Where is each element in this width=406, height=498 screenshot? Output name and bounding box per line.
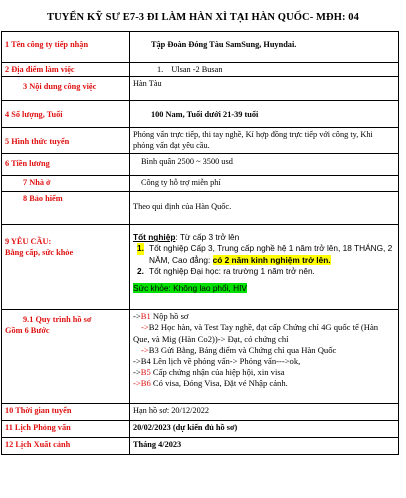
table-row — [2, 310, 399, 404]
health-requirement: Sức khỏe: Không lao phổi, HIV — [133, 283, 247, 294]
row-label: 10 Thời gian tuyển — [2, 404, 130, 421]
table-row — [2, 77, 399, 101]
list-number: 1. — [157, 65, 164, 74]
table-row — [2, 421, 399, 438]
table-row — [2, 404, 399, 421]
table-row — [2, 154, 399, 176]
list-item: 2. Tốt nghiệp Đại học: ra trường 1 năm trở nên. — [137, 265, 315, 276]
requirements-list — [133, 243, 395, 277]
requirements-heading: Tốt nghiệp: Từ cấp 3 trở lên — [133, 232, 240, 243]
row-value: 20/02/2023 (dự kiến đủ hồ sơ) — [130, 421, 399, 438]
row-value: Công ty hỗ trợ miễn phí — [130, 176, 399, 192]
row-value — [130, 225, 399, 310]
table-row — [2, 192, 399, 225]
row-value: Theo qui định của Hàn Quốc. — [130, 192, 399, 225]
table-row — [2, 63, 399, 77]
table-row — [2, 176, 399, 192]
row-value: Phỏng vấn trực tiếp, thi tay nghề, Kí hợp đồng trực tiếp với công ty, Khi phỏng vấn đạt yêu cầu. — [130, 128, 399, 154]
row-label: 3 Nội dung công việc — [2, 77, 130, 101]
row-value: 1. Ulsan -2 Busan — [130, 63, 399, 77]
row-value: Tập Đoàn Đóng Tàu SamSung, Huyndai. — [130, 32, 399, 63]
table-row — [2, 225, 399, 310]
process-step: ->B6 Có visa, Đóng Visa, Đặt vé Nhập cảnh. — [133, 378, 288, 389]
table-row — [2, 101, 399, 128]
row-value: Bình quân 2500 ~ 3500 usd — [130, 154, 399, 176]
row-value — [130, 310, 399, 404]
row-label: 2 Địa điểm làm việc — [2, 63, 130, 77]
row-label: 1 Tên công ty tiếp nhận — [2, 32, 130, 63]
process-step: ->B2 Học hàn, và Test Tay nghề, đạt cấp Chứng chỉ 4G quốc tế (Hàn Que, và Mig (Hàn Co2))-> Đạt, có chứng chỉ — [133, 322, 379, 344]
process-step: ->B5 Cấp chứng nhận của hiệp hội, xin visa — [133, 367, 285, 378]
row-value: Hạn hồ sơ: 20/12/2022 — [130, 404, 399, 421]
row-label: 5 Hình thức tuyển — [2, 128, 130, 154]
row-label: 9 YÊU CẦU: Bằng cấp, sức khỏe — [2, 225, 130, 310]
row-label: 4 Số lượng, Tuổi — [2, 101, 130, 128]
row-value: Tháng 4/2023 — [130, 438, 399, 455]
row-label: 6 Tiền lương — [2, 154, 130, 176]
table-row — [2, 438, 399, 455]
table-row — [2, 32, 399, 63]
row-value: 100 Nam, Tuổi dưới 21-39 tuổi — [130, 101, 399, 128]
row-label: 7 Nhà ở — [2, 176, 130, 192]
row-label: 12 Lịch Xuất cảnh — [2, 438, 130, 455]
row-value: Hàn Tàu — [130, 77, 399, 101]
row-label: 8 Bảo hiểm — [2, 192, 130, 225]
process-step: ->B4 Lên lịch về phỏng vấn-> Phỏng vấn--->ok, — [133, 356, 301, 367]
process-step: ->B1 Nộp hồ sơ — [133, 311, 189, 322]
list-item: 1. Tốt nghiệp Cấp 3, Trung cấp nghề hệ 1 năm trở lên, 18 THÁNG, 2 NĂM, Cao đẳng: có 2 năm kinh nghiệm trở lên. — [137, 243, 393, 265]
table-row — [2, 128, 399, 154]
row-label: 11 Lịch Phỏng vấn — [2, 421, 130, 438]
job-info-table — [1, 31, 399, 455]
process-step: ->B3 Gửi Bằng, Bảng điểm và Chứng chỉ qua Hàn Quốc — [141, 344, 337, 355]
row-label: 9.1 Quy trình hồ sơ Gồm 6 Bước — [2, 310, 130, 404]
document-title: TUYỂN KỸ SƯ E7-3 ĐI LÀM HÀN XÌ TẠI HÀN QUỐC- MĐH: 04 — [46, 12, 360, 23]
